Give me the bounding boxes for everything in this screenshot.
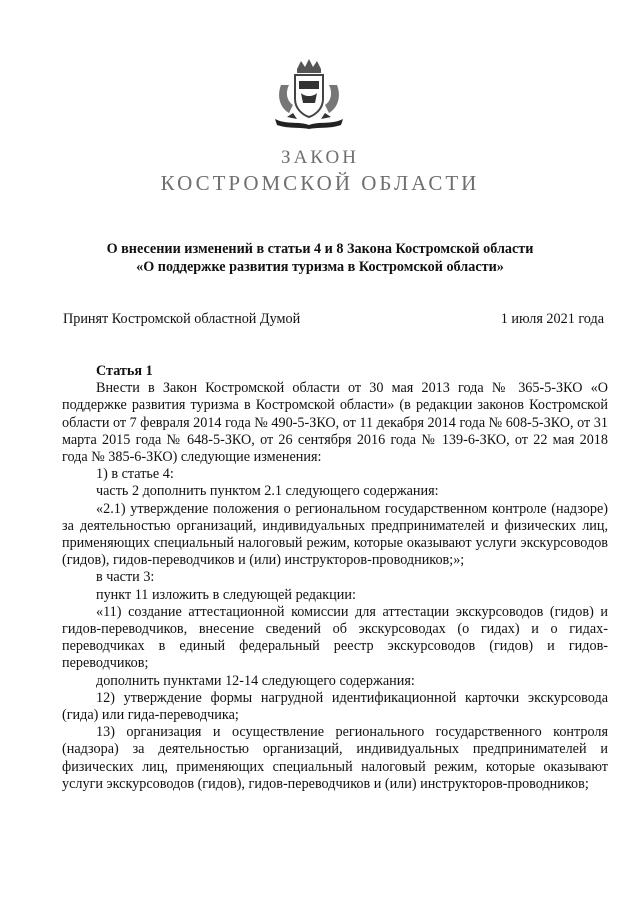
coat-of-arms-emblem — [267, 55, 351, 133]
paragraph: пункт 11 изложить в следующей редакции: — [96, 586, 356, 603]
law-title-line1: ЗАКОН — [281, 147, 359, 168]
paragraph: Внести в Закон Костромской области от 30 мая 2013 года № 365-5-ЗКО «О поддержке развития туризма в Костромской области» (в редакции законов Костромской области от 7 февраля 2014 года № 490-5-ЗКО, от 11 декабря 2014 года № 608-5-ЗКО, от 31 марта 2015 года № 648-5-ЗКО, от 26 сентября 2016 года № 139-6-ЗКО, от 22 мая 2018 года № 385-6-ЗКО) следующие изменения: — [62, 380, 608, 466]
paragraph: «11) создание аттестационной комиссии для аттестации экскурсоводов (гидов) и гидов-переводчиков, внесение сведений об экскурсоводах (о гидах) и о гидах-переводчиках в единый федеральный реестр экскурсоводов (гидов) и гидов-переводчиков; — [62, 603, 608, 672]
adoption-date: 1 июля 2021 года — [500, 311, 604, 327]
paragraph: часть 2 дополнить пунктом 2.1 следующего содержания: — [96, 483, 439, 500]
paragraph: 13) организация и осуществление регионального государственного контроля (надзора) за деятельностью организаций, индивидуальных предпринимателей и физических лиц, применяющих специальный налоговый режим, которые оказывают услуги экскурсоводов (гидов), гидов-переводчиков и (или) инструкторов-проводников; — [62, 724, 608, 792]
paragraph: в части 3: — [96, 569, 155, 586]
document-body — [62, 363, 608, 793]
article-title: Статья 1 — [96, 363, 153, 379]
paragraph: 1) в статье 4: — [96, 466, 174, 483]
law-title-line2: КОСТРОМСКОЙ ОБЛАСТИ — [160, 171, 480, 195]
heading-line1: О внесении изменений в статьи 4 и 8 Закона Костромской области — [106, 241, 534, 257]
paragraph: дополнить пунктами 12-14 следующего содержания: — [96, 672, 415, 689]
adopted-by: Принят Костромской областной Думой — [63, 311, 301, 327]
document-heading — [40, 240, 600, 276]
paragraph: 12) утверждение формы нагрудной идентификационной карточки экскурсовода (гида) или гида-переводчика; — [62, 689, 608, 724]
heading-line2: «О поддержке развития туризма в Костромской области» — [136, 259, 504, 275]
paragraph: «2.1) утверждение положения о региональном государственном контроле (надзоре) за деятельностью организаций, индивидуальных предпринимателей и физических лиц, применяющих специальный налоговый режим, которые оказывают услуги экскурсоводов (гидов), гидов-переводчиков и (или) инструкторов-проводников;»; — [62, 500, 608, 569]
